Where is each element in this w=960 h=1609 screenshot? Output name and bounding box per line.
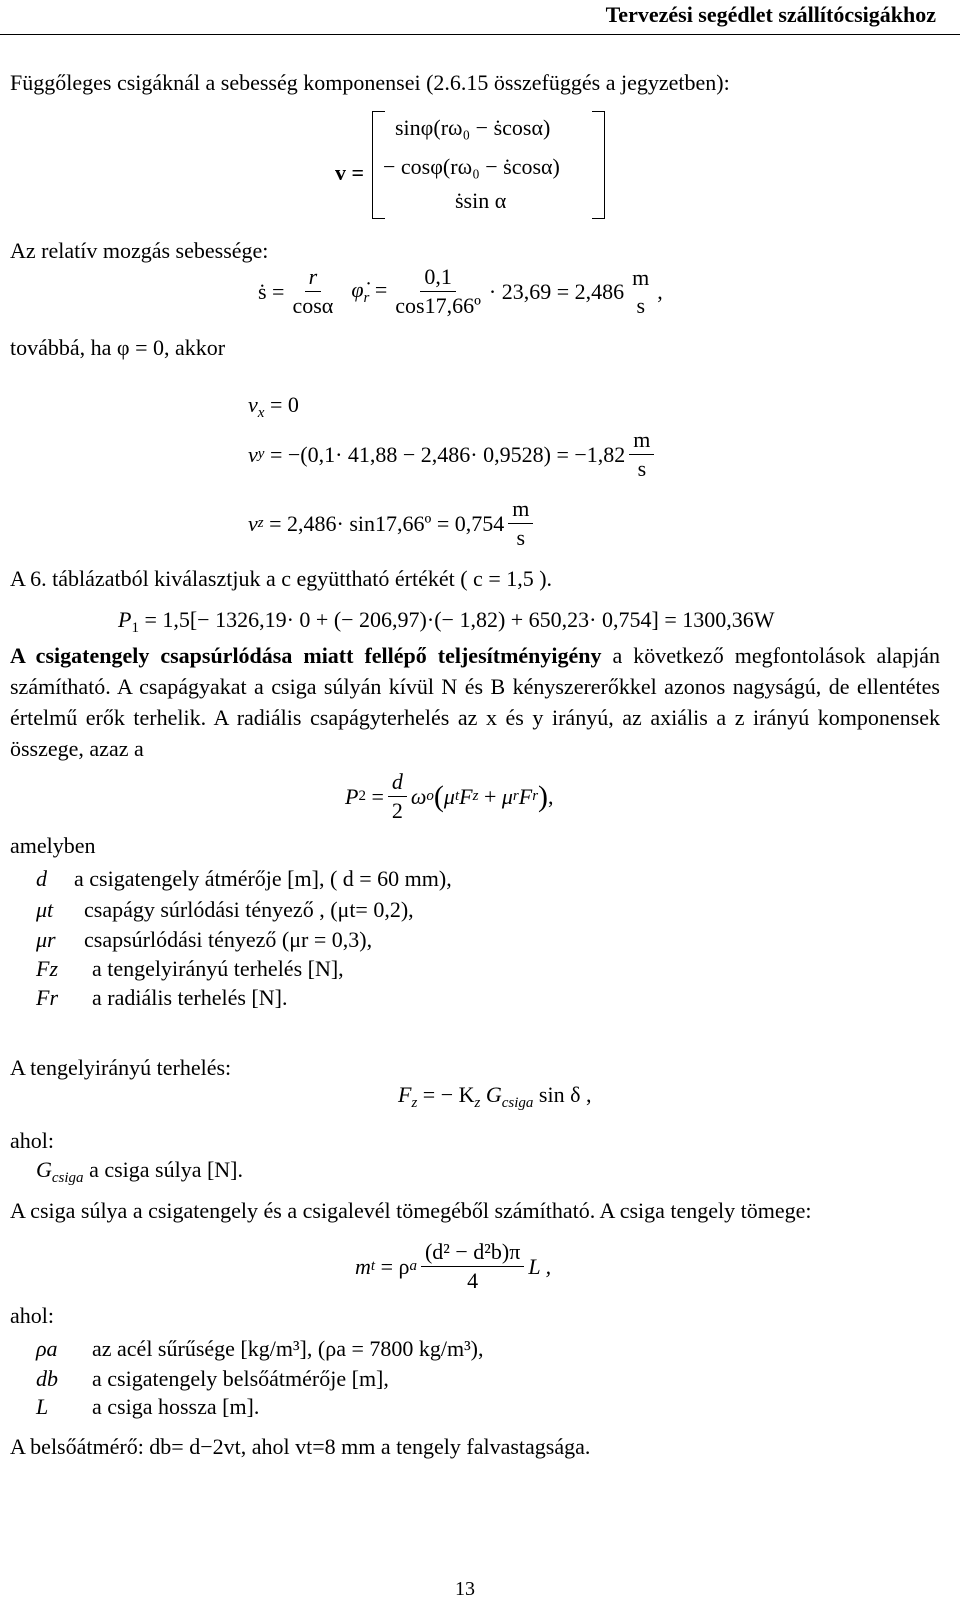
def-text-db: a csigatengely belsőátmérője [m], [92, 1366, 389, 1391]
def-sym-rho: ρa [36, 1336, 58, 1361]
def-text-d: a csigatengely átmérője [m], ( d = 60 mm), [74, 866, 452, 891]
def-text-l: a csiga hossza [m]. [92, 1394, 260, 1419]
sdot-equation: ṡ = $\frac{r}{\cos\alpha}$ $\varphi̇_r$ = $\frac{0,1}{\text{cos17,66º}}$ · 23,69 = 2,486 m s , [258, 264, 663, 319]
def-text-fz: a tengelyirányú terhelés [N], [92, 956, 344, 981]
vx-equation: $v_x = 0$ [248, 392, 299, 421]
gcsiga-def: $G_{csiga}$ a csiga súlya [N]. [36, 1157, 244, 1186]
ahol-label-2: ahol: [10, 1303, 54, 1328]
vector-row-3: ṡsin α [455, 188, 507, 213]
def-sym-mur: μr [36, 927, 56, 952]
relative-speed-label: Az relatív mozgás sebessége: [10, 238, 269, 263]
def-sym-fz: Fz [36, 956, 58, 981]
fz-equation: $F_z$ = − $K_z$ $G_{csiga}$ sin δ , [398, 1082, 592, 1111]
header-rule [0, 34, 960, 35]
running-header: Tervezési segédlet szállítócsigákhoz [605, 2, 936, 27]
def-text-mur: csapsúrlódási tényező (μr = 0,3), [84, 927, 373, 952]
inner-diameter-text: A belsőátmérő: db= d−2vt, ahol vt=8 mm a tengely falvastagsága. [10, 1434, 591, 1459]
amelyben-label: amelyben [10, 833, 96, 858]
right-bracket [592, 111, 605, 219]
def-sym-mut: μt [36, 897, 54, 922]
table-reference: A 6. táblázatból kiválasztjuk a c együttható értékét ( c = 1,5 ). [10, 566, 553, 591]
def-text-rho: az acél sűrűsége [kg/m³], (ρa = 7800 kg/m³), [92, 1336, 484, 1361]
paragraph-friction: A csigatengely csapsúrlódása miatt fellépő teljesítményigény a következő megfontolások alapján számítható. A csapágyakat a csiga súlyán kívül N és B kényszererőkkel azonos nagyságú, de ellentétes értelmű erők terhelik. A radiális csapágyterhelés az x és y irányú, az axiális a z irányú komponensek összege, azaz a [10, 643, 940, 761]
vz-equation: v z = 2,486· sin17,66º = 0,754 $\frac{m}{s}$ [248, 497, 537, 550]
intro-text: Függőleges csigáknál a sebesség komponensei (2.6.15 összefüggés a jegyzetben): [10, 70, 730, 95]
page-number: 13 [455, 1578, 475, 1600]
def-sym-d: d [36, 866, 47, 891]
vector-row-2: − cosφ(rω₀ − ṡcosα) [383, 154, 560, 179]
def-sym-l: L [36, 1394, 49, 1419]
weight-paragraph: A csiga súlya a csigatengely és a csigalevél tömegéből számítható. A csiga tengely tömege: [10, 1198, 812, 1223]
mt-equation: m t = ρ a $\frac{\text{(d² − d²b)π}}{4}$ L , [355, 1239, 552, 1294]
ahol-label-1: ahol: [10, 1128, 54, 1153]
def-sym-db: db [36, 1366, 58, 1391]
vector-row-1: sinφ(rω₀ − ṡcosα) [395, 115, 551, 140]
def-text-mut: csapágy súrlódási tényező , (μt= 0,2), [84, 897, 414, 922]
axial-load-label: A tengelyirányú terhelés: [10, 1055, 232, 1080]
vy-equation: v y = −(0,1· 41,88 − 2,486· 0,9528) = −1,82 $\frac{m}{s}$ [248, 428, 658, 481]
p2-equation: P 2 = $\frac{d}{2}$ ω o ( μ t F z + μ r F r ) , [345, 769, 554, 824]
tovabba-text: továbbá, ha φ = 0, akkor [10, 335, 226, 360]
def-sym-fr: Fr [36, 985, 58, 1010]
vector-v-lhs: v = [335, 160, 365, 185]
p1-equation: $P_1 = 1,5[- 1326,19\cdot 0$ + (− 206,97)·(− 1,82) + 650,23· 0,754] = 1300,36W [118, 607, 775, 636]
def-text-fr: a radiális terhelés [N]. [92, 985, 288, 1010]
